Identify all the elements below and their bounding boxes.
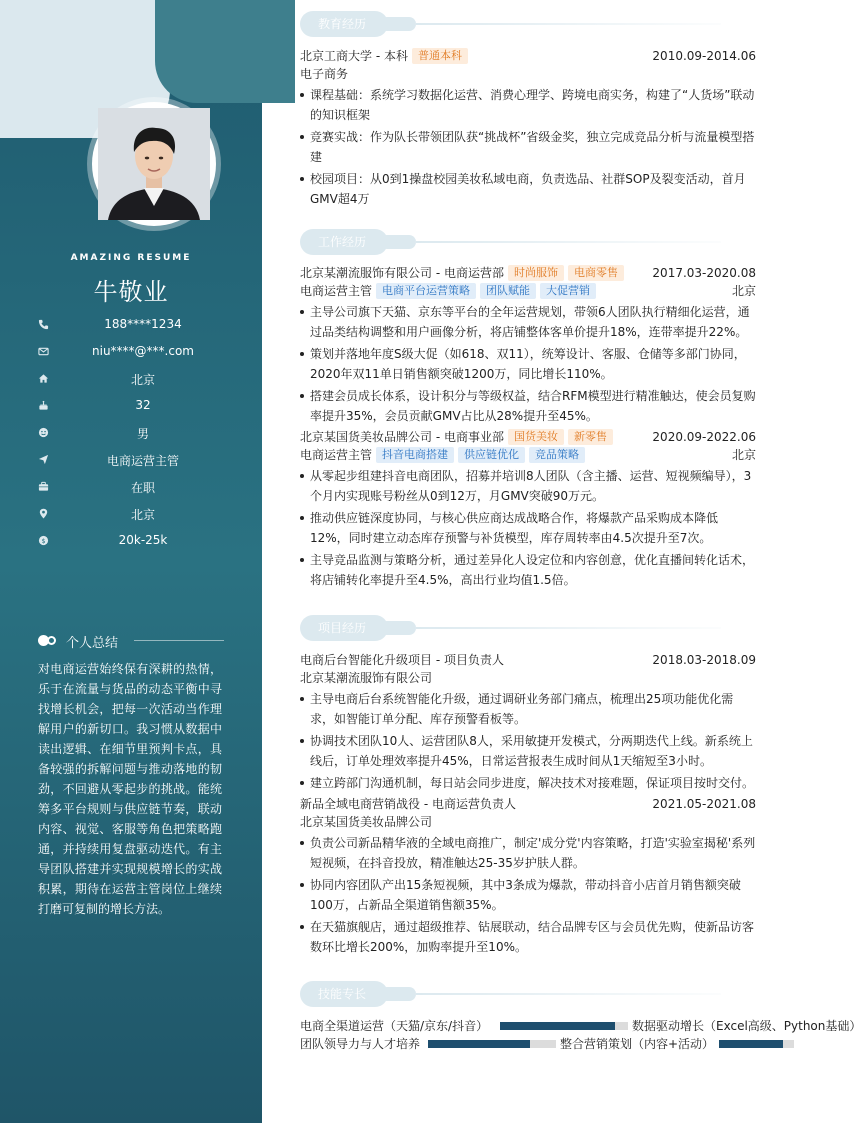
education-date: 2010.09-2014.06 xyxy=(652,49,756,63)
skill-bar-fill xyxy=(719,1040,783,1048)
target-position-value: 电商运营主管 xyxy=(106,454,179,468)
section-header xyxy=(300,615,794,645)
job-header-row xyxy=(300,264,794,282)
skill-tag: 团队赋能 xyxy=(480,283,536,299)
toggle-dots-icon xyxy=(38,635,58,646)
project-org-row xyxy=(300,669,794,687)
skill-row xyxy=(300,1035,794,1053)
avatar-photo xyxy=(98,108,210,220)
skill-bar xyxy=(719,1040,794,1048)
home-icon xyxy=(38,373,49,384)
skill-tag: 抖音电商搭建 xyxy=(376,447,454,463)
industry-tag: 国货美妆 xyxy=(508,429,564,445)
info-gender xyxy=(38,424,228,451)
location-icon xyxy=(38,508,49,519)
section-title: 技能专长 xyxy=(318,987,367,1001)
company-name: 北京某潮流服饰有限公司 - 电商运营部 xyxy=(300,266,504,280)
list-item: 校园项目：从0到1操盘校园美妆私域电商，负责选品、社群SOP及裂变活动，首月GMV超4万 xyxy=(300,169,756,209)
job-header-row xyxy=(300,428,794,446)
section-title: 项目经历 xyxy=(318,621,367,635)
education-section xyxy=(300,11,794,211)
section-header xyxy=(300,229,794,259)
email-value: niu****@***.com xyxy=(92,344,194,358)
phone-icon xyxy=(38,319,49,330)
job-date: 2017.03-2020.08 xyxy=(652,266,756,280)
project-header-row xyxy=(300,795,794,813)
project-bullets xyxy=(300,833,756,957)
gender-icon xyxy=(38,427,49,438)
skill-name: 团队领导力与人才培养 xyxy=(300,1037,421,1051)
info-target-position xyxy=(38,451,228,478)
skills-section xyxy=(300,981,861,1053)
job-city: 北京 xyxy=(731,448,756,462)
info-salary xyxy=(38,532,228,559)
skill-row xyxy=(300,1017,861,1035)
list-item: 主导竞品监测与策略分析，通过差异化人设定位和内容创意，优化直播间转化话术，将店铺转化率提升至4.5%，高出行业均值1.5倍。 xyxy=(300,550,756,590)
list-item: 协同内容团队产出15条短视频，其中3条成为爆款，带动抖音小店首月销售额突破100万，占新品全渠道销售额35%。 xyxy=(300,875,756,915)
location-value: 北京 xyxy=(130,508,155,522)
divider xyxy=(134,640,224,641)
section-title: 工作经历 xyxy=(318,235,367,249)
avatar xyxy=(98,108,210,220)
job-bullets xyxy=(300,302,756,426)
section-title-pill xyxy=(300,615,388,641)
list-item: 推动供应链深度协同，与核心供应商达成战略合作，将爆款产品采购成本降低12%，同时建立动态库存预警与补货模型，库存周转率由4.5次提升至7次。 xyxy=(300,508,756,548)
section-title-pill xyxy=(300,11,388,37)
job-position-row xyxy=(300,282,794,300)
svg-text:$: $ xyxy=(41,536,46,545)
education-bullets xyxy=(300,85,756,209)
summary-title: 个人总结 xyxy=(66,636,119,651)
skill-name: 数据驱动增长（Excel高级、Python基础） xyxy=(632,1019,861,1033)
project-header-row xyxy=(300,651,794,669)
work-section xyxy=(300,229,794,592)
age-value: 32 xyxy=(135,398,151,412)
phone-value: 188****1234 xyxy=(104,317,182,331)
job-position: 电商运营主管 xyxy=(300,448,373,462)
list-item: 策划并落地年度S级大促（如618、双11），统筹设计、客服、仓储等多部门协同，2020年双11单日销售额突破1200万，同比增长110%。 xyxy=(300,344,756,384)
section-divider xyxy=(416,627,721,629)
skills-list xyxy=(300,1017,861,1053)
project-org-row xyxy=(300,813,794,831)
skill-bar xyxy=(500,1022,628,1030)
mail-icon xyxy=(38,346,49,357)
industry-tag: 新零售 xyxy=(568,429,613,445)
list-item: 在天猫旗舰店，通过超级推荐、钻展联动，结合品牌专区与会员优先购，使新品访客数环比增长200%，加购率提升至10%。 xyxy=(300,917,756,957)
sidebar xyxy=(0,0,262,1123)
company-name: 北京某国货美妆品牌公司 - 电商事业部 xyxy=(300,430,504,444)
salary-value: 20k-25k xyxy=(118,533,168,547)
job-date: 2020.09-2022.06 xyxy=(652,430,756,444)
list-item: 建立跨部门沟通机制，每日站会同步进度，解决技术对接难题，保证项目按时交付。 xyxy=(300,773,756,793)
skill-bar-fill xyxy=(500,1022,615,1030)
info-email xyxy=(38,343,228,370)
summary-text: 对电商运营始终保有深耕的热情，乐于在流量与货品的动态平衡中寻找增长机会，把每一次活动当作理解用户的新切口。我习惯从数据中读出逻辑、在细节里预判卡点，具备较强的拆解问题与推动落地的韧劲，不回避从零起步的挑战。能统筹多平台规则与供应链节奏，联动内容、视觉、客服等角色把策略跑通，并持续用复盘驱动迭代。有主导团队搭建并实现规模增长的实战积累，期待在运营主管岗位上继续打磨可复制的增长方法。 xyxy=(38,662,222,916)
briefcase-icon xyxy=(38,481,49,492)
skill-tag: 电商平台运营策略 xyxy=(376,283,476,299)
project-date: 2021.05-2021.08 xyxy=(652,797,756,811)
job-position: 电商运营主管 xyxy=(300,284,373,298)
hometown-value: 北京 xyxy=(130,373,155,387)
projects-section xyxy=(300,615,794,959)
list-item: 主导电商后台系统智能化升级，通过调研业务部门痛点，梳理出25项功能优化需求，如智能订单分配、库存预警看板等。 xyxy=(300,689,756,729)
list-item: 从零起步组建抖音电商团队，招募并培训8人团队（含主播、运营、短视频编导），3个月内实现账号粉丝从0到12万，月GMV突破90万元。 xyxy=(300,466,756,506)
industry-tag: 时尚服饰 xyxy=(508,265,564,281)
industry-tag: 电商零售 xyxy=(568,265,624,281)
list-item: 搭建会员成长体系，设计积分与等级权益，结合RFM模型进行精准触达，使会员复购率提升35%，会员贡献GMV占比从28%提升至45%。 xyxy=(300,386,756,426)
skill-bar-fill xyxy=(428,1040,530,1048)
decor-shape xyxy=(155,0,295,103)
skill-tag: 大促营销 xyxy=(540,283,596,299)
job-bullets xyxy=(300,466,756,590)
section-header xyxy=(300,11,794,41)
school-name: 北京工商大学 - 本科 xyxy=(300,49,408,63)
section-header xyxy=(300,981,794,1011)
section-title-pill xyxy=(300,981,388,1007)
major: 电子商务 xyxy=(300,67,349,81)
job-city: 北京 xyxy=(731,284,756,298)
avatar-frame xyxy=(92,102,216,226)
main-content xyxy=(300,0,861,1123)
info-phone xyxy=(38,316,228,343)
info-age xyxy=(38,397,228,424)
info-location xyxy=(38,505,228,532)
section-divider xyxy=(416,241,721,243)
send-icon xyxy=(38,454,49,465)
skill-name: 整合营销策划（内容+活动） xyxy=(560,1037,715,1051)
school-tag: 普通本科 xyxy=(412,48,468,64)
list-item: 负责公司新品精华液的全域电商推广，制定'成分党'内容策略，打造'实验室揭秘'系列短视频，在抖音投放，精准触达25-35岁护肤人群。 xyxy=(300,833,756,873)
major-row xyxy=(300,65,794,83)
list-item: 协调技术团队10人、运营团队8人，采用敏捷开发模式，分两期迭代上线。新系统上线后，订单处理效率提升45%，日常运营报表生成时间从1天缩短至3小时。 xyxy=(300,731,756,771)
candidate-name: 牛敬业 xyxy=(93,278,169,306)
employment-status-value: 在职 xyxy=(130,481,155,495)
skill-bar xyxy=(428,1040,556,1048)
skill-tag: 供应链优化 xyxy=(458,447,525,463)
skill-tag: 竞品策略 xyxy=(529,447,585,463)
project-date: 2018.03-2018.09 xyxy=(652,653,756,667)
project-bullets xyxy=(300,689,756,793)
project-name: 电商后台智能化升级项目 - 项目负责人 xyxy=(300,653,504,667)
resume-tagline: AMAZING RESUME xyxy=(70,253,192,263)
list-item: 主导公司旗下天猫、京东等平台的全年运营规划，带领6人团队执行精细化运营，通过品类结构调整和用户画像分析，将店铺整体客单价提升18%，连带率提升22%。 xyxy=(300,302,756,342)
project-org: 北京某国货美妆品牌公司 xyxy=(300,815,433,829)
info-status xyxy=(38,478,228,505)
cake-icon xyxy=(38,400,49,411)
salary-icon xyxy=(38,535,49,546)
contact-info-list xyxy=(38,316,228,559)
job-position-row xyxy=(300,446,794,464)
project-name: 新品全域电商营销战役 - 电商运营负责人 xyxy=(300,797,516,811)
education-header-row xyxy=(300,47,794,65)
project-org: 北京某潮流服饰有限公司 xyxy=(300,671,433,685)
section-divider xyxy=(416,23,721,25)
info-home xyxy=(38,370,228,397)
list-item: 课程基础：系统学习数据化运营、消费心理学、跨境电商实务，构建了“人货场”联动的知识框架 xyxy=(300,85,756,125)
section-title-pill xyxy=(300,229,388,255)
skill-name: 电商全渠道运营（天猫/京东/抖音） xyxy=(300,1019,489,1033)
section-title: 教育经历 xyxy=(318,17,367,31)
gender-value: 男 xyxy=(136,427,149,441)
section-divider xyxy=(416,993,721,995)
summary-header xyxy=(38,632,224,650)
list-item: 竞赛实战：作为队长带领团队获“挑战杯”省级金奖，独立完成竞品分析与流量模型搭建 xyxy=(300,127,756,167)
